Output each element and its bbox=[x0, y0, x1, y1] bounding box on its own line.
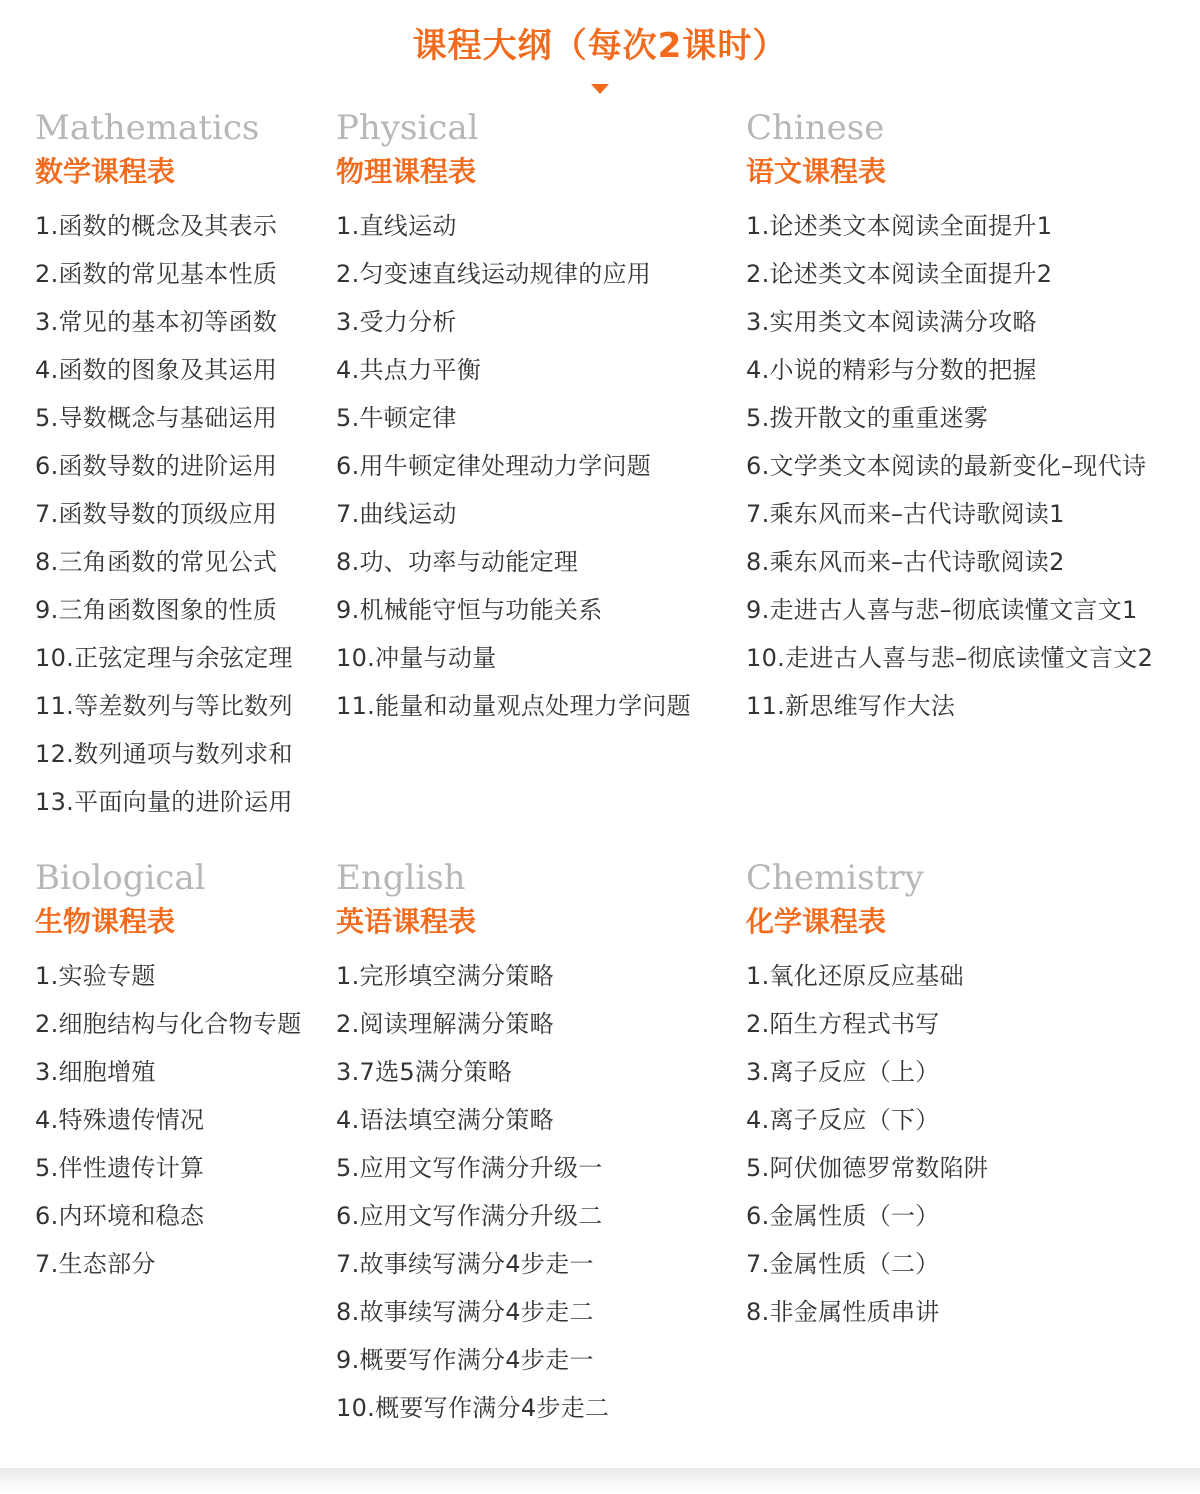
course-chinese-name: 数学课程表 bbox=[35, 155, 176, 188]
caret-down-icon bbox=[591, 84, 609, 94]
course-section-chemistry bbox=[746, 858, 988, 1340]
list-item: 5.拨开散文的重重迷雾 bbox=[746, 404, 989, 432]
list-item: 1.论述类文本阅读全面提升1 bbox=[746, 212, 1053, 240]
list-item: 4.函数的图象及其运用 bbox=[35, 356, 278, 384]
course-list bbox=[746, 956, 988, 1340]
course-list bbox=[35, 956, 302, 1292]
list-item: 12.数列通项与数列求和 bbox=[35, 740, 293, 768]
list-item: 1.函数的概念及其表示 bbox=[35, 212, 278, 240]
list-item: 9.走进古人喜与悲–彻底读懂文言文1 bbox=[746, 596, 1138, 624]
course-english-name: Chemistry bbox=[746, 858, 924, 898]
list-item: 7.曲线运动 bbox=[336, 500, 457, 528]
list-item: 1.完形填空满分策略 bbox=[336, 962, 554, 990]
list-item: 8.乘东风而来–古代诗歌阅读2 bbox=[746, 548, 1065, 576]
list-item: 2.阅读理解满分策略 bbox=[336, 1010, 554, 1038]
course-chinese-name: 物理课程表 bbox=[336, 155, 477, 188]
list-item: 6.金属性质（一） bbox=[746, 1202, 940, 1230]
list-item: 11.等差数列与等比数列 bbox=[35, 692, 293, 720]
list-item: 1.实验专题 bbox=[35, 962, 156, 990]
list-item: 7.故事续写满分4步走一 bbox=[336, 1250, 594, 1278]
list-item: 3.7选5满分策略 bbox=[336, 1058, 513, 1086]
list-item: 4.共点力平衡 bbox=[336, 356, 481, 384]
list-item: 4.小说的精彩与分数的把握 bbox=[746, 356, 1037, 384]
list-item: 1.直线运动 bbox=[336, 212, 457, 240]
list-item: 6.应用文写作满分升级二 bbox=[336, 1202, 603, 1230]
list-item: 5.牛顿定律 bbox=[336, 404, 457, 432]
bottom-divider bbox=[0, 1468, 1200, 1494]
course-section-mathematics bbox=[35, 108, 293, 830]
course-english-name: Chinese bbox=[746, 108, 885, 148]
list-item: 11.能量和动量观点处理力学问题 bbox=[336, 692, 691, 720]
list-item: 1.氧化还原反应基础 bbox=[746, 962, 964, 990]
course-list bbox=[746, 206, 1153, 734]
list-item: 8.故事续写满分4步走二 bbox=[336, 1298, 594, 1326]
course-section-english bbox=[336, 858, 609, 1436]
list-item: 10.概要写作满分4步走二 bbox=[336, 1394, 610, 1422]
list-item: 3.细胞增殖 bbox=[35, 1058, 156, 1086]
list-item: 6.函数导数的进阶运用 bbox=[35, 452, 278, 480]
list-item: 4.离子反应（下） bbox=[746, 1106, 940, 1134]
course-english-name: English bbox=[336, 858, 466, 898]
list-item: 5.应用文写作满分升级一 bbox=[336, 1154, 603, 1182]
list-item: 7.金属性质（二） bbox=[746, 1250, 940, 1278]
list-item: 8.功、功率与动能定理 bbox=[336, 548, 579, 576]
list-item: 9.三角函数图象的性质 bbox=[35, 596, 278, 624]
course-section-biology bbox=[35, 858, 302, 1292]
course-chinese-name: 英语课程表 bbox=[336, 905, 477, 938]
course-english-name: Mathematics bbox=[35, 108, 260, 148]
list-item: 13.平面向量的进阶运用 bbox=[35, 788, 293, 816]
list-item: 10.冲量与动量 bbox=[336, 644, 497, 672]
list-item: 10.正弦定理与余弦定理 bbox=[35, 644, 293, 672]
list-item: 9.机械能守恒与功能关系 bbox=[336, 596, 603, 624]
list-item: 7.乘东风而来–古代诗歌阅读1 bbox=[746, 500, 1065, 528]
list-item: 7.函数导数的顶级应用 bbox=[35, 500, 278, 528]
list-item: 5.阿伏伽德罗常数陷阱 bbox=[746, 1154, 989, 1182]
course-chinese-name: 生物课程表 bbox=[35, 905, 176, 938]
list-item: 6.文学类文本阅读的最新变化–现代诗 bbox=[746, 452, 1147, 480]
list-item: 7.生态部分 bbox=[35, 1250, 156, 1278]
list-item: 5.导数概念与基础运用 bbox=[35, 404, 278, 432]
course-english-name: Physical bbox=[336, 108, 479, 148]
page-title: 课程大纲（每次2课时） bbox=[412, 26, 788, 66]
course-list bbox=[35, 206, 293, 830]
list-item: 9.概要写作满分4步走一 bbox=[336, 1346, 594, 1374]
course-list bbox=[336, 206, 691, 734]
course-list bbox=[336, 956, 609, 1436]
course-english-name: Biological bbox=[35, 858, 206, 898]
list-item: 10.走进古人喜与悲–彻底读懂文言文2 bbox=[746, 644, 1154, 672]
list-item: 3.常见的基本初等函数 bbox=[35, 308, 278, 336]
list-item: 3.受力分析 bbox=[336, 308, 457, 336]
list-item: 2.函数的常见基本性质 bbox=[35, 260, 278, 288]
list-item: 2.陌生方程式书写 bbox=[746, 1010, 940, 1038]
list-item: 2.论述类文本阅读全面提升2 bbox=[746, 260, 1053, 288]
list-item: 4.语法填空满分策略 bbox=[336, 1106, 554, 1134]
list-item: 8.非金属性质串讲 bbox=[746, 1298, 940, 1326]
course-chinese-name: 语文课程表 bbox=[746, 155, 887, 188]
list-item: 4.特殊遗传情况 bbox=[35, 1106, 205, 1134]
list-item: 6.用牛顿定律处理动力学问题 bbox=[336, 452, 652, 480]
course-section-chinese bbox=[746, 108, 1153, 734]
list-item: 5.伴性遗传计算 bbox=[35, 1154, 205, 1182]
list-item: 11.新思维写作大法 bbox=[746, 692, 956, 720]
list-item: 2.细胞结构与化合物专题 bbox=[35, 1010, 302, 1038]
course-section-physics bbox=[336, 108, 691, 734]
course-chinese-name: 化学课程表 bbox=[746, 905, 887, 938]
list-item: 3.离子反应（上） bbox=[746, 1058, 940, 1086]
list-item: 8.三角函数的常见公式 bbox=[35, 548, 278, 576]
list-item: 6.内环境和稳态 bbox=[35, 1202, 205, 1230]
list-item: 2.匀变速直线运动规律的应用 bbox=[336, 260, 652, 288]
list-item: 3.实用类文本阅读满分攻略 bbox=[746, 308, 1037, 336]
